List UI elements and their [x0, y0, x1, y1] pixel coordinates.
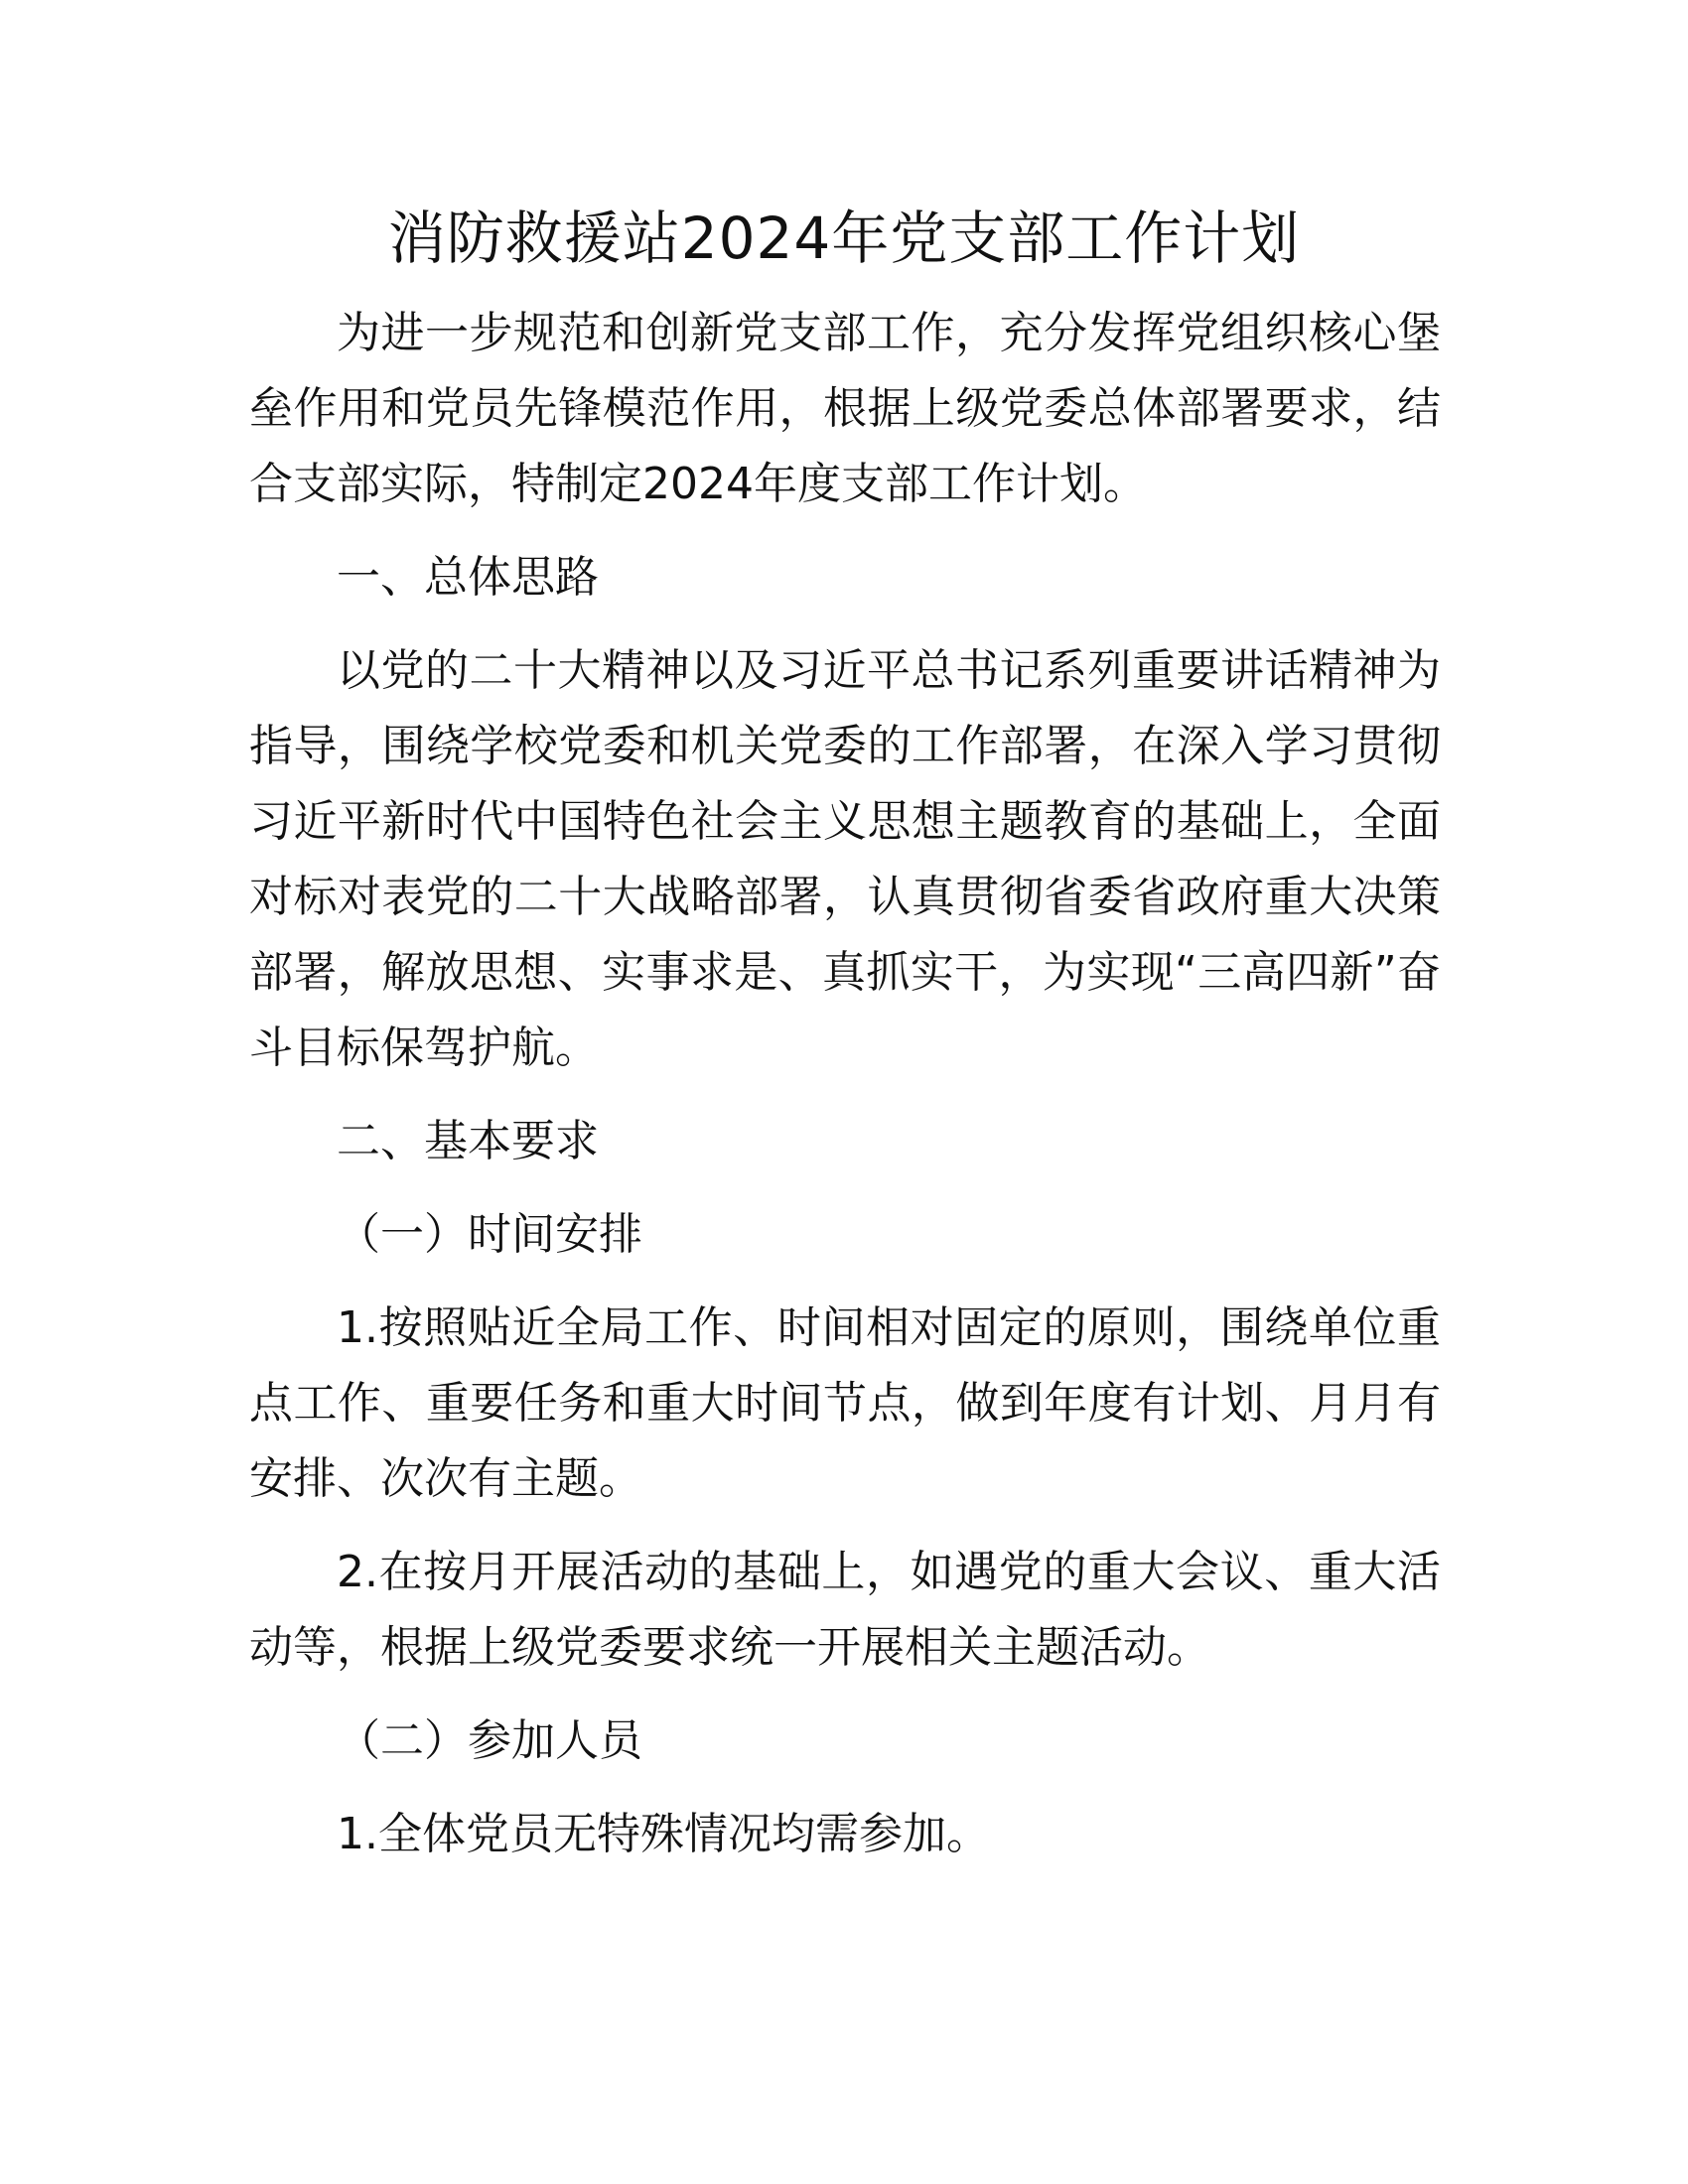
participants-item-1: 1.全体党员无特殊情况均需参加。 — [337, 1809, 990, 1859]
intro-paragraph: 为进一步规范和创新党支部工作，充分发挥党组织核心堡垒作用和党员先锋模范作用，根据上级党委总体部署要求，结合支部实际，特制定2024年度支部工作计划。 — [249, 308, 1441, 509]
section-heading-1: 一、总体思路 — [337, 552, 599, 603]
section-heading-2: 二、基本要求 — [337, 1116, 599, 1166]
document-body — [249, 296, 1441, 1890]
subsection-heading-2: （二）参加人员 — [337, 1715, 642, 1766]
time-item-2: 2.在按月开展活动的基础上，如遇党的重大会议、重大活动等，根据上级党委要求统一开展相关主题活动。 — [249, 1547, 1441, 1673]
subsection-heading-1: （一）时间安排 — [337, 1209, 642, 1260]
time-item-1: 1.按照贴近全局工作、时间相对固定的原则，围绕单位重点工作、重要任务和重大时间节点，做到年度有计划、月月有安排、次次有主题。 — [249, 1302, 1441, 1504]
document-title: 消防救援站2024年党支部工作计划 — [387, 205, 1301, 272]
overall-idea-paragraph: 以党的二十大精神以及习近平总书记系列重要讲话精神为指导，围绕学校党委和机关党委的工作部署，在深入学习贯彻习近平新时代中国特色社会主义思想主题教育的基础上，全面对标对表党的二十大战略部署，认真贯彻省委省政府重大决策部署，解放思想、实事求是、真抓实干，为实现“三高四新”奋斗目标保驾护航。 — [249, 645, 1441, 1073]
